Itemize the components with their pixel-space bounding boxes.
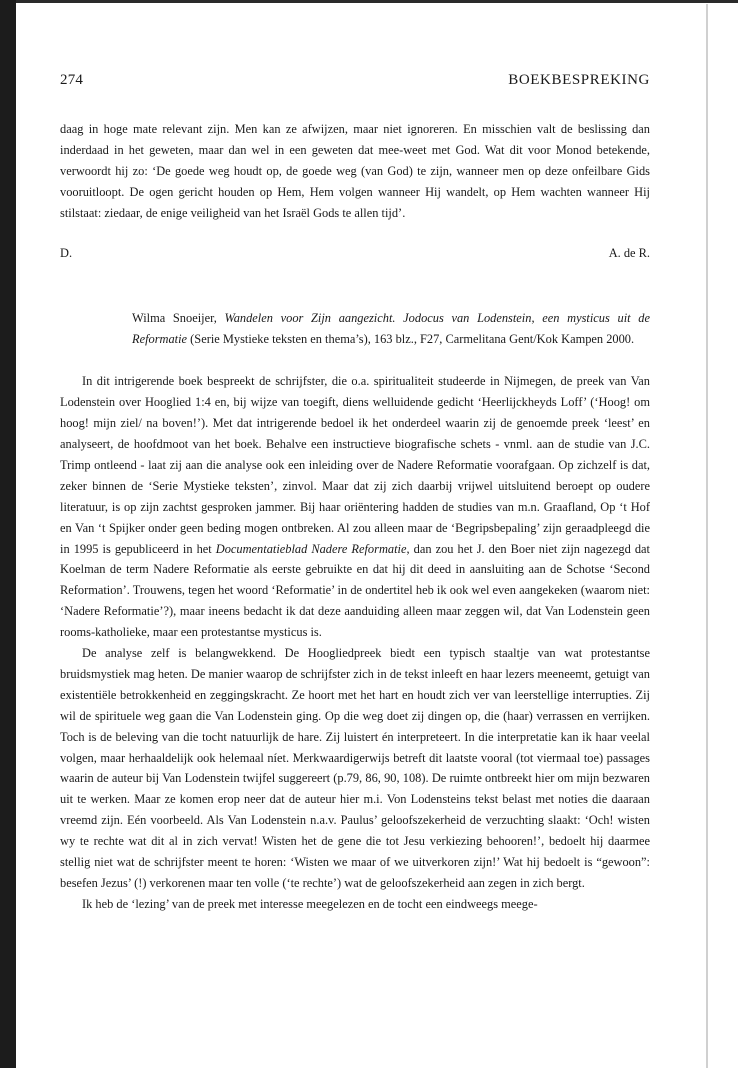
signature-left: D. bbox=[60, 245, 73, 260]
running-header bbox=[60, 72, 650, 89]
review-paragraph-1 bbox=[60, 371, 650, 643]
page bbox=[60, 72, 650, 915]
page-number: 274 bbox=[60, 72, 84, 88]
scan-edge-left bbox=[0, 0, 16, 1068]
scan-edge-right bbox=[706, 4, 708, 1068]
previous-review bbox=[60, 119, 650, 263]
book-details: (Serie Mystieke teksten en thema’s), 163 blz., F27, Carmelitana Gent/Kok Kampen 2000. bbox=[190, 331, 635, 346]
review-body bbox=[60, 371, 650, 915]
closing-paragraph: daag in hoge mate relevant zijn. Men kan ze afwijzen, maar niet ignoreren. En misschien valt de beslissing dan inderdaad in het geweten, maar dan wel in een geweten dat mee-weet met God. Wat dit voor Monod betekende, verwoordt hij zo: ‘De goede weg houdt op, de goede weg (van God) te zijn, wanneer men op deze onfeilbare Gids vooruitloopt. De ogen gericht houden op Hem, Hem volgen wanneer Hij wandelt, op Hem wachten wanneer Hij stilstaat: ziedaar, de enige veiligheid van het Israël Gods te allen tijd’. bbox=[60, 122, 650, 220]
review-paragraph-2: De analyse zelf is belangwekkend. De Hoogliedpreek biedt een typisch staaltje van wat protestantse bruidsmystiek mag heten. De manier waarop de schrijfster zich in de tekst inleeft en haar lezers meeneemt, getuigt van existentiële betrokkenheid en zeggingskracht. Ze hoort met het hart en houdt zich ver van leerstellige interrupties. Zij wil de spirituele weg gaan die Van Lodenstein ging. Op die weg doet zij dingen op, die (haar) verrassen en verrijken. Toch is de beleving van die tocht natuurlijk de hare. Zij luistert én interpreteert. In die interpretatie kan ik haar veelal volgen, maar herhaaldelijk ook helemaal níet. Merkwaardigerwijs betreft dit laatste vooral (tot viermaal toe) passages waarin de auteur bij Van Lodenstein twijfel suggereert (p.79, 86, 90, 108). De ruimte ontbreekt hier om mijn bezwaren uit te werken. Maar ze komen erop neer dat de auteur hier m.i. Von Lodensteins tekst belast met noties die daaraan vreemd zijn. Eén voorbeeld. Als Van Lodenstein n.a.v. Paulus’ geloofszekerheid de verzuchting slaakt: ‘Och! wisten wy te rechte wat dit al in zich vervat! Wisten het de gene die tot Jesu verkiezing behooren!’, bedoelt hij daarmee stellig niet wat de schrijfster meent te horen: ‘Wisten we maar of we uitverkoren zijn!’ Wat hij bedoelt is “gewoon”: besefen Jezus’ (!) verkorenen maar ten volle (‘te rechte’) wat de geloofszekerheid aan zegen in zich bergt. bbox=[60, 646, 650, 890]
book-reference bbox=[132, 308, 650, 349]
review-paragraph-1-part-a: In dit intrigerende boek bespreekt de schrijfster, die o.a. spiritualiteit studeerde in Nijmegen, de preek van Van Lodenstein over Hooglied 1:4 en, bij wijze van toegift, diens welluidende gedicht ‘Heerlijckheyds Loff’ (‘Hoog! om hoog! mijn ziel/ na boven!’). Met dat intrigerende bedoel ik het onderdeel waarin zij de genoemde preek ‘leest’ en analyseert, de hoofdmoot van het boek. Behalve een instructieve biografische schets - vnml. aan de studie van J.C. Trimp ontleend - laat zij aan die analyse ook een inleiding over de Nadere Reformatie voorafgaan. Op zichzelf is dat, zeker binnen de ‘Serie Mystieke teksten’, zinvol. Maar dat zij zich daarbij vrijwel uitsluitend beroept op oudere literatuur, is op zijn zachtst gesproken jammer. Bij haar oriëntering hadden de studies van m.n. Graafland, Op ‘t Hof en Van ‘t Spijker onder geen beding mogen ontbreken. Al zou alleen maar de ‘Begripsbepaling’ zijn geraadpleegd die in 1995 is gepubliceerd in het bbox=[60, 374, 650, 556]
book-title: Wandelen voor Zijn aangezicht. Jodocus van Lodenstein, een mysticus uit de Reformatie bbox=[132, 311, 650, 346]
scan-edge-top bbox=[0, 0, 738, 3]
review-paragraph-1-part-b: , dan zou het J. den Boer niet zijn nagezegd dat Koelman de term Nadere Reformatie als eerste gebruikte en dat hij dit deed in aansluiting aan de Schotse ‘Second Reformation’. Trouwens, tegen het woord ‘Reformatie’ in de ondertitel heb ik ook wel even aangekeken (waarom niet: ‘Nadere Reformatie’?), maar ineens bedacht ik dat deze aanduiding alleen maar zeggen wil, dat Van Lodenstein geen rooms-katholieke, maar een protestantse mysticus is. bbox=[60, 541, 650, 640]
review-paragraph-3: Ik heb de ‘lezing’ van de preek met interesse meegelezen en de tocht een eindweegs meege- bbox=[82, 896, 538, 911]
journal-title: Documentatieblad Nadere Reformatie bbox=[215, 541, 407, 556]
signature-line bbox=[60, 243, 650, 264]
book-author: Wilma Snoeijer, bbox=[132, 311, 217, 326]
section-title: BOEKBESPREKING bbox=[508, 72, 650, 88]
signature-right: A. de R. bbox=[608, 245, 650, 260]
